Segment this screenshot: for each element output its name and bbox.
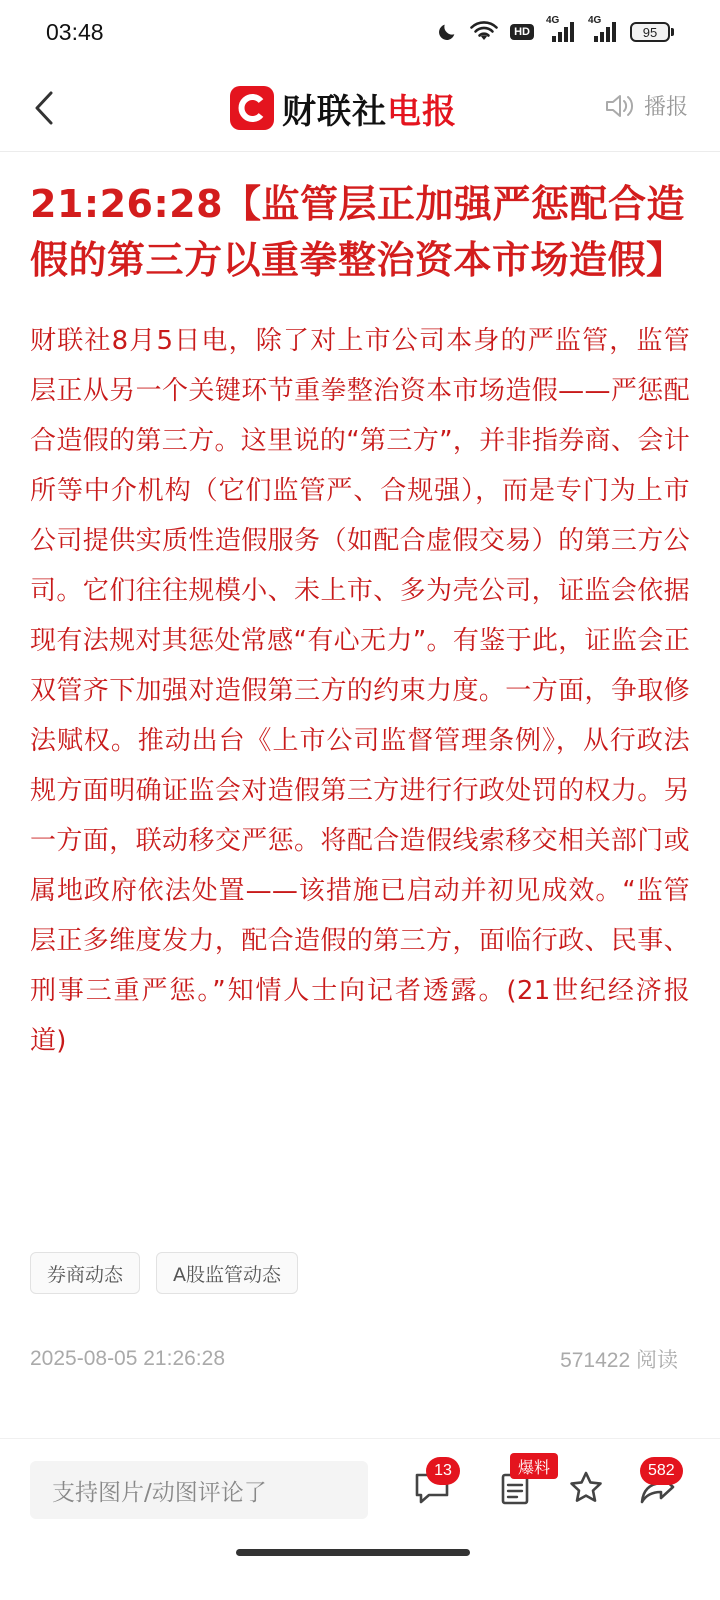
article-body: 财联社8月5日电，除了对上市公司本身的严监管，监管层正从另一个关键环节重拳整治资本市场造假——严惩配合造假的第三方。这里说的“第三方”，并非指券商、会计所等中介机构（它们监管严、合规强），而是专门为上市公司提供实质性造假服务（如配合虚假交易）的第三方公司。它们往往规模小、未上市、多为壳公司，证监会依据现有法规对其惩处常感“有心无力”。有鉴于此，证监会正双管齐下加强对造假第三方的约束力度。一方面，争取修法赋权。推动出台《上市公司监督管理条例》，从行政法规方面明确证监会对造假第三方进行行政处罚的权力。另一方面，联动移交严惩。将配合造假线索移交相关部门或属地政府依法处置——该措施已启动并初见成效。“监管层正多维度发力，配合造假的第三方，面临行政、民事、刑事三重严惩。”知情人士向记者透露。(21世纪经济报道)	[30, 326, 690, 1056]
battery-icon: 95	[630, 22, 674, 42]
status-bar	[0, 0, 720, 64]
read-count: 571422 阅读	[560, 1349, 678, 1372]
favorite-button[interactable]	[564, 1465, 608, 1511]
share-count-badge: 582	[640, 1457, 683, 1485]
nav-header	[0, 64, 720, 152]
logo-mark-icon	[230, 86, 274, 130]
star-icon	[567, 1469, 605, 1507]
broadcast-label: 播报	[643, 95, 688, 120]
moon-icon	[436, 19, 458, 45]
speaker-icon	[604, 92, 636, 120]
tag-broker-news[interactable]: 券商动态	[30, 1252, 140, 1294]
wifi-icon	[470, 19, 498, 45]
back-button[interactable]	[22, 82, 66, 134]
app-logo	[230, 83, 457, 133]
comment-count-badge: 13	[426, 1457, 460, 1485]
article-meta	[30, 1344, 678, 1374]
tag-list	[30, 1252, 298, 1294]
chevron-left-icon	[33, 90, 55, 126]
status-time: 03:48	[46, 18, 104, 45]
publish-timestamp: 2025-08-05 21:26:28	[30, 1347, 225, 1370]
signal-icon-2: 4G	[588, 19, 618, 45]
home-indicator[interactable]	[236, 1549, 470, 1556]
scoop-badge: 爆料	[510, 1453, 558, 1479]
status-icons	[436, 15, 674, 45]
tag-a-share-regulation[interactable]: A股监管动态	[156, 1252, 298, 1294]
article	[30, 176, 690, 1066]
article-headline: 21:26:28【监管层正加强严惩配合造假的第三方以重拳整治资本市场造假】	[30, 182, 686, 282]
comment-input[interactable]	[30, 1461, 368, 1519]
logo-text-telegraph: 电报	[387, 91, 457, 132]
hd-icon: HD	[510, 19, 534, 45]
bottom-action-bar	[0, 1438, 720, 1600]
signal-icon-1: 4G	[546, 19, 576, 45]
broadcast-button[interactable]	[604, 90, 688, 121]
comment-placeholder: 支持图片/动图评论了	[52, 1479, 267, 1506]
logo-text-brand: 财联社	[282, 91, 387, 132]
